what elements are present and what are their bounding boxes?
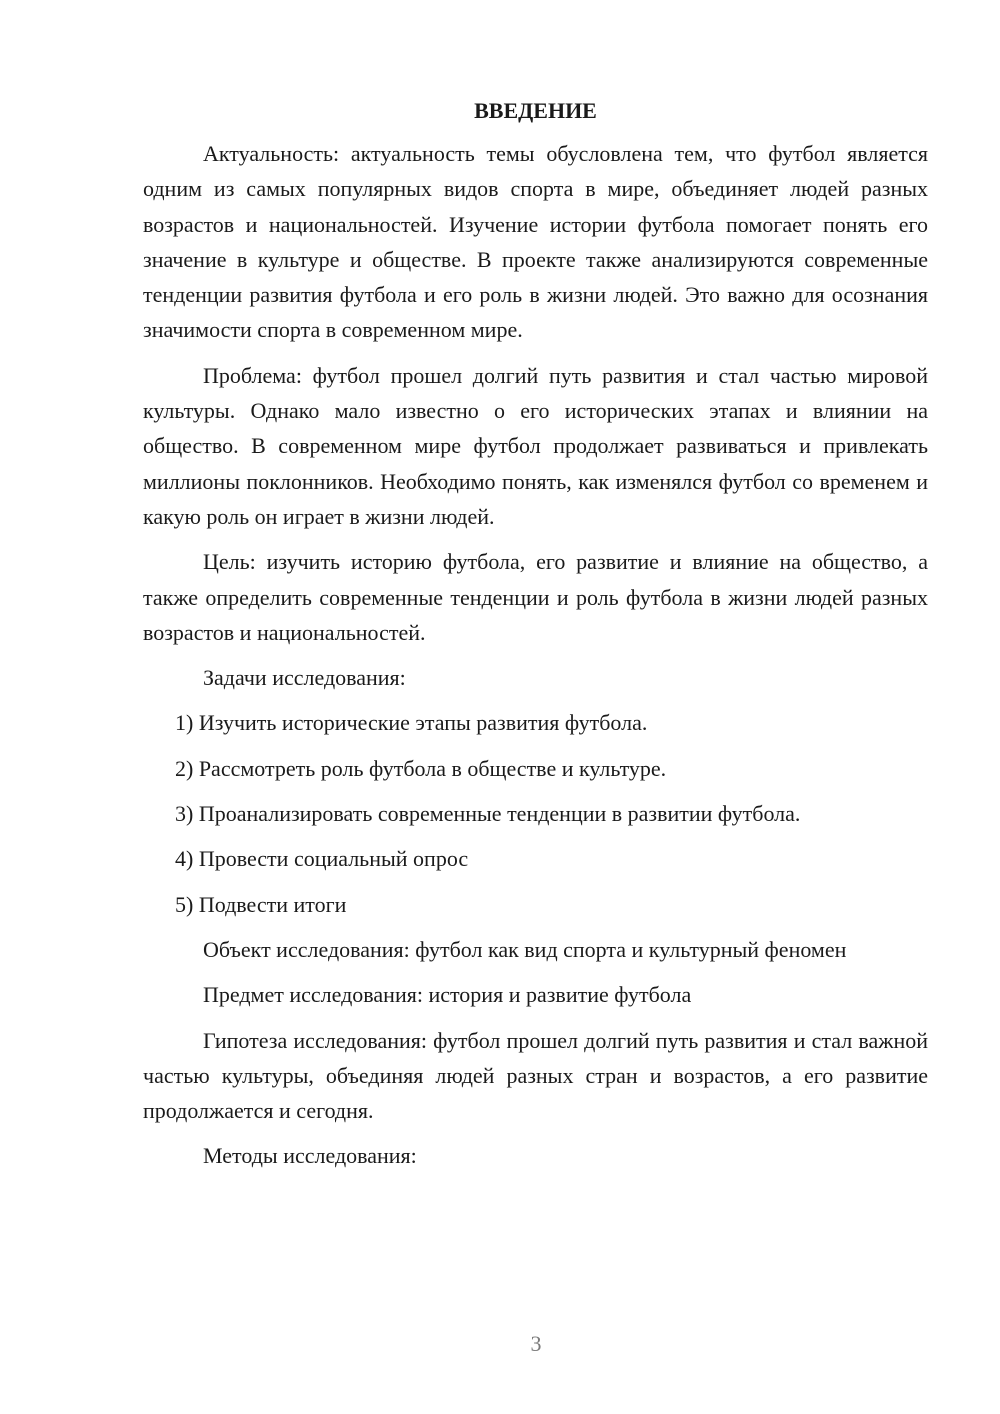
list-item: 4) Провести социальный опрос (175, 846, 469, 872)
page-number: 3 (530, 1331, 542, 1356)
tasks-list (143, 705, 928, 921)
object-paragraph: Объект исследования: футбол как вид спорта и культурный феномен (203, 936, 847, 962)
methods-heading: Методы исследования: (203, 1143, 417, 1169)
goal-paragraph: Цель: изучить историю футбола, его развитие и влияние на общество, а также определить современные тенденции и роль футбола в жизни людей разных возрастов и национальностей. (143, 549, 928, 645)
tasks-heading: Задачи исследования: (203, 665, 406, 691)
problem-paragraph: Проблема: футбол прошел долгий путь развития и стал частью мировой культуры. Однако мало известно о его исторических этапах и влиянии на общество. В современном мире футбол продолжает развиваться и привлекать миллионы поклонников. Необходимо понять, как изменялся футбол со временем и какую роль он играет в жизни людей. (143, 362, 928, 529)
list-item: 3) Проанализировать современные тенденции в развитии футбола. (175, 801, 801, 827)
hypothesis-paragraph: Гипотеза исследования: футбол прошел долгий путь развития и стал важной частью культуры, объединяя людей разных стран и возрастов, а его развитие продолжается и сегодня. (143, 1027, 928, 1124)
subject-paragraph: Предмет исследования: история и развитие футбола (203, 982, 692, 1008)
list-item: 5) Подвести итоги (175, 891, 347, 917)
list-item: 2) Рассмотреть роль футбола в обществе и культуре. (175, 755, 667, 781)
page-body (143, 93, 928, 1184)
section-title: ВВЕДЕНИЕ (474, 98, 597, 123)
relevance-paragraph: Актуальность: актуальность темы обусловлена тем, что футбол является одним из самых популярных видов спорта в мире, объединяет людей разных возрастов и национальностей. Изучение истории футбола помогает понять его значение в культуре и обществе. В проекте также анализируются современные тенденции развития футбола и его роль в жизни людей. Это важно для осознания значимости спорта в современном мире. (143, 141, 928, 343)
list-item: 1) Изучить исторические этапы развития футбола. (175, 710, 648, 736)
